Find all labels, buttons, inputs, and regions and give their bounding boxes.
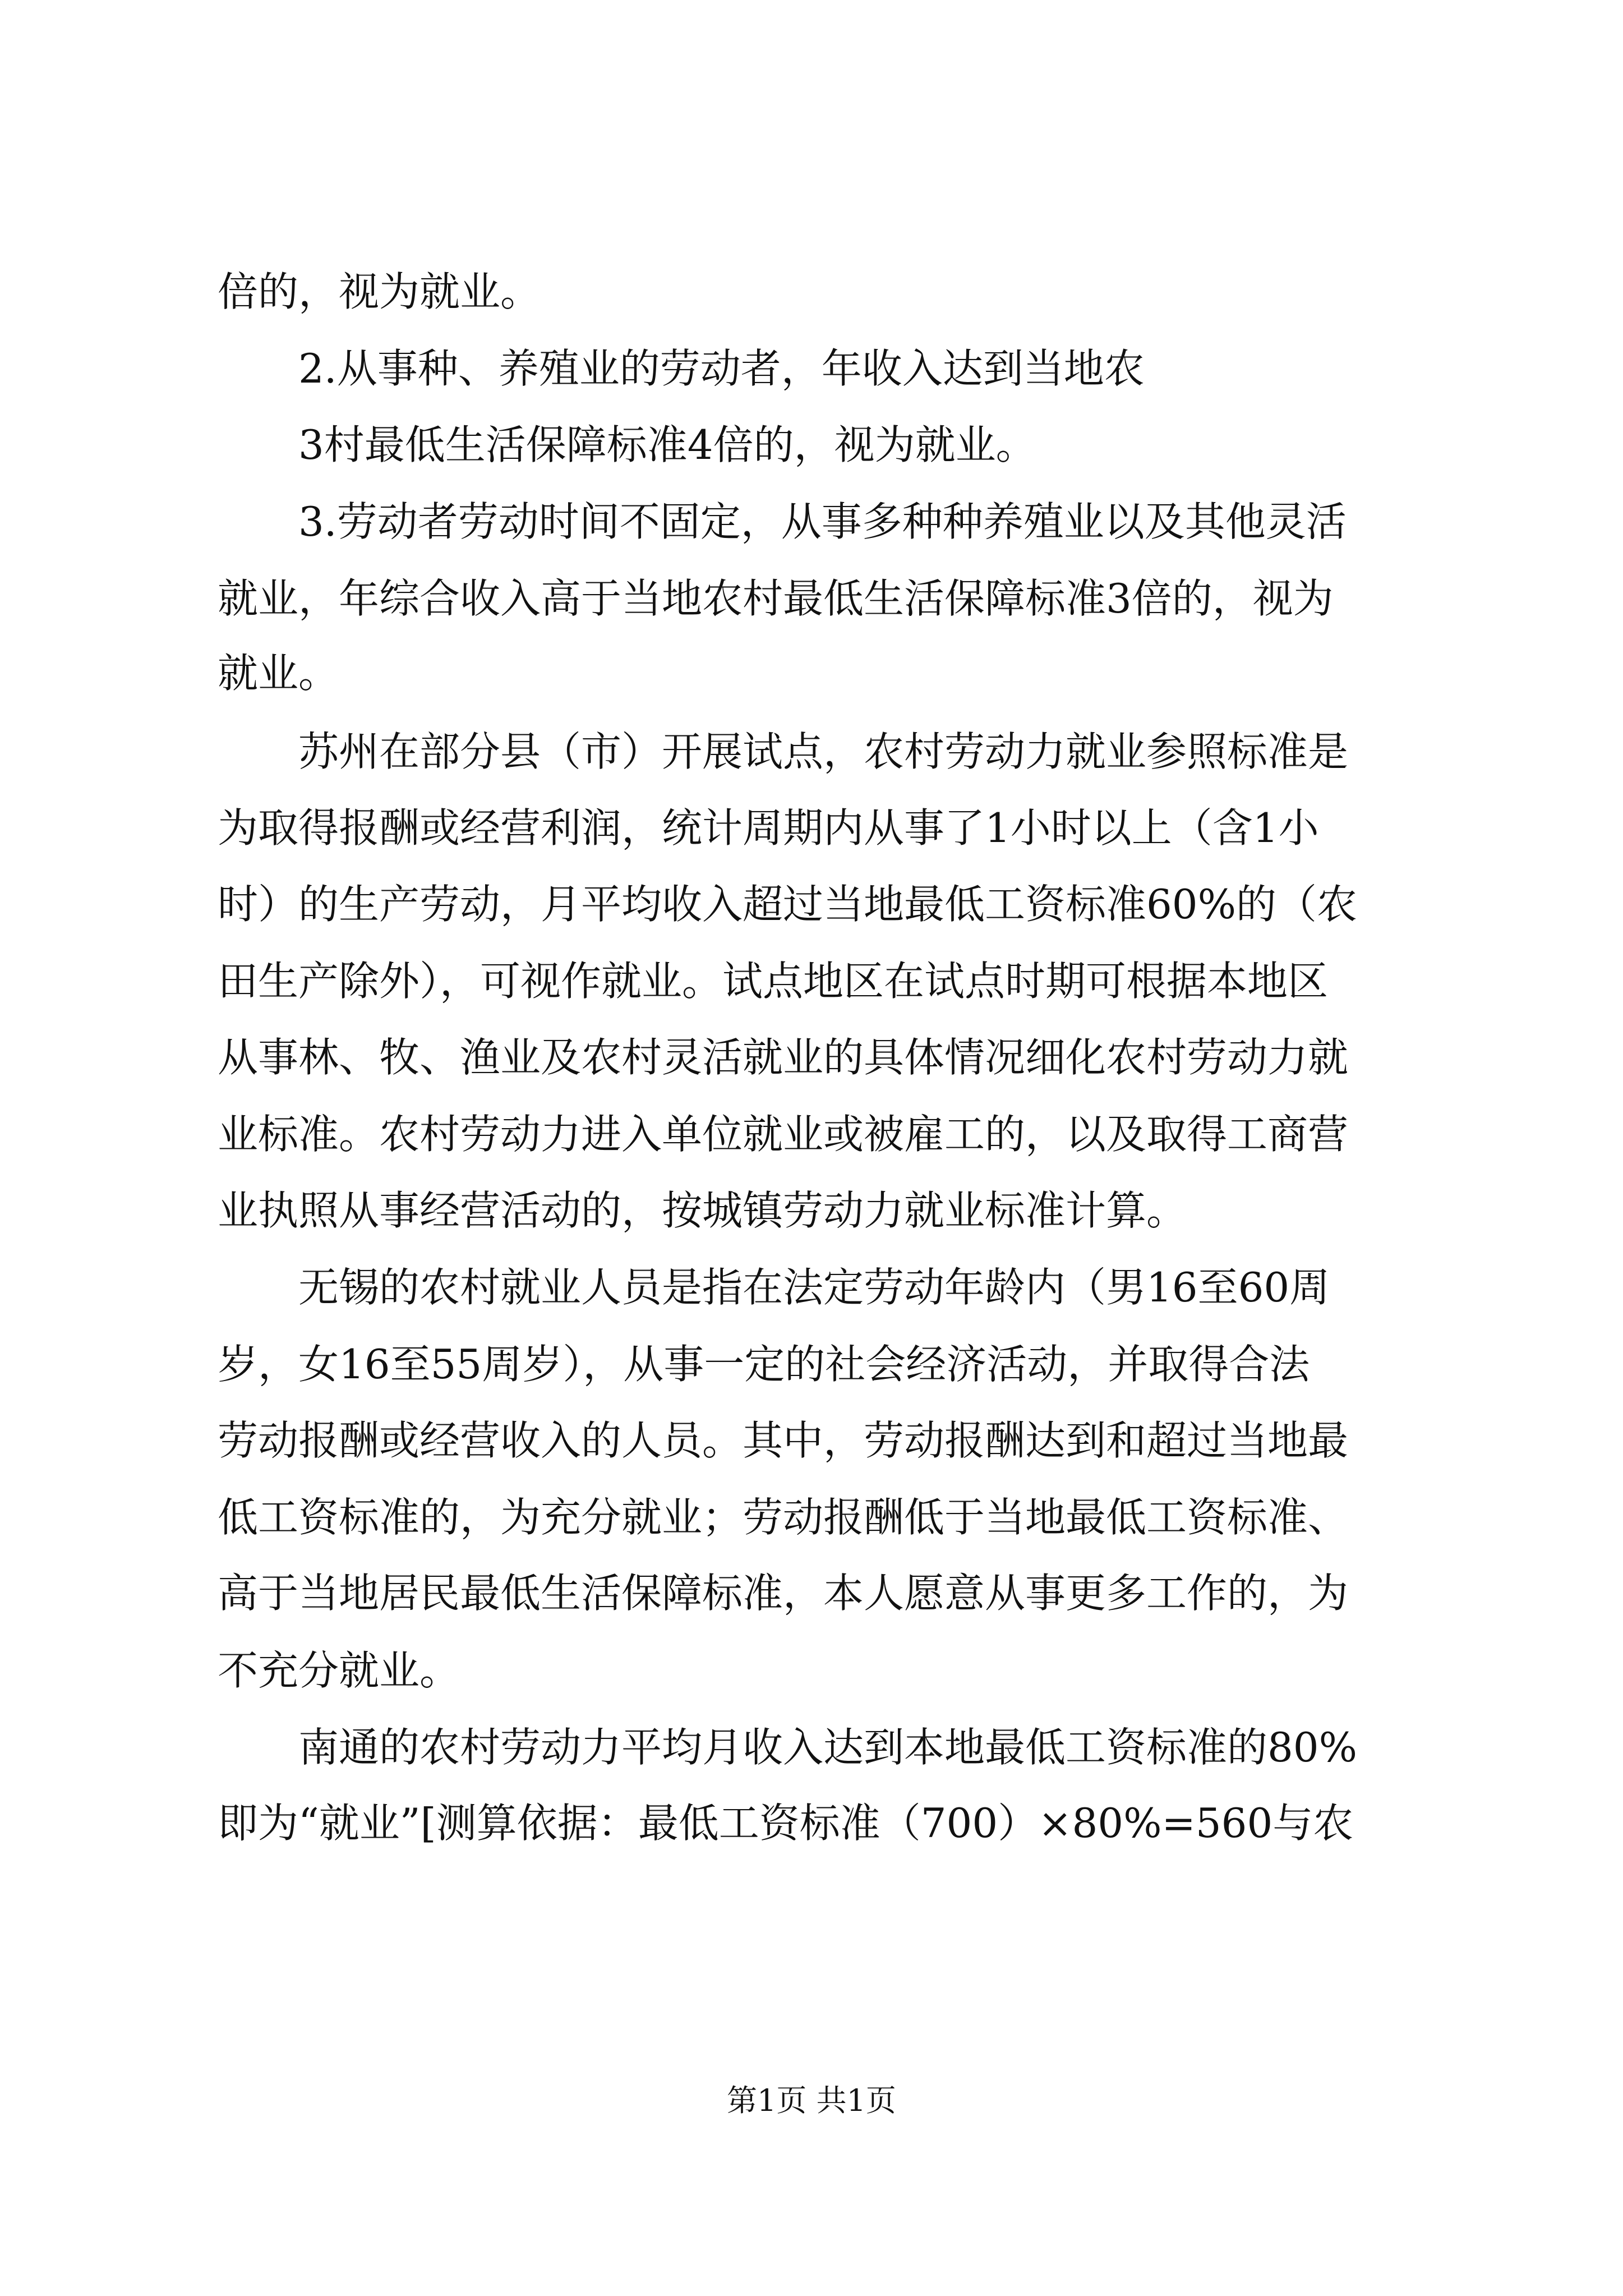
text-line: 田生产除外），可视作就业。试点地区在试点时期可根据本地区 bbox=[218, 958, 1329, 1005]
text-line: 业标准。农村劳动力进入单位就业或被雇工的，以及取得工商营 bbox=[218, 1111, 1349, 1158]
text-line: 业执照从事经营活动的，按城镇劳动力就业标准计算。 bbox=[218, 1187, 1187, 1234]
text-line: 不充分就业。 bbox=[218, 1647, 460, 1694]
text-line: 3.劳动者劳动时间不固定，从事多种种养殖业以及其他灵活 bbox=[298, 498, 1347, 545]
text-line: 高于当地居民最低生活保障标准，本人愿意从事更多工作的，为 bbox=[218, 1570, 1349, 1617]
text-line: 倍的，视为就业。 bbox=[218, 268, 541, 315]
text-line: 从事林、牧、渔业及农村灵活就业的具体情况细化农村劳动力就 bbox=[218, 1034, 1349, 1081]
text-line: 就业。 bbox=[218, 650, 339, 697]
text-line: 就业，年综合收入高于当地农村最低生活保障标准3倍的，视为 bbox=[218, 575, 1334, 622]
text-line: 为取得报酬或经营利润，统计周期内从事了1小时以上（含1小 bbox=[218, 804, 1319, 852]
text-line: 2.从事种、养殖业的劳动者，年收入达到当地农 bbox=[298, 345, 1145, 392]
text-line: 南通的农村劳动力平均月收入达到本地最低工资标准的80% bbox=[298, 1724, 1358, 1771]
page-footer: 第1页 共1页 bbox=[727, 2083, 896, 2118]
text-line: 无锡的农村就业人员是指在法定劳动年龄内（男16至60周 bbox=[298, 1264, 1330, 1311]
text-line: 即为“就业”[测算依据：最低工资标准（700）×80%=560与农 bbox=[218, 1800, 1354, 1847]
text-line: 低工资标准的，为充分就业；劳动报酬低于当地最低工资标准、 bbox=[218, 1494, 1349, 1541]
text-line: 时）的生产劳动，月平均收入超过当地最低工资标准60%的（农 bbox=[218, 881, 1358, 928]
text-line: 劳动报酬或经营收入的人员。其中，劳动报酬达到和超过当地最 bbox=[218, 1417, 1349, 1464]
text-line: 岁，女16至55周岁），从事一定的社会经济活动，并取得合法 bbox=[218, 1341, 1310, 1388]
text-line: 3村最低生活保障标准4倍的，视为就业。 bbox=[298, 421, 1036, 468]
text-line: 苏州在部分县（市）开展试点，农村劳动力就业参照标准是 bbox=[298, 728, 1349, 775]
